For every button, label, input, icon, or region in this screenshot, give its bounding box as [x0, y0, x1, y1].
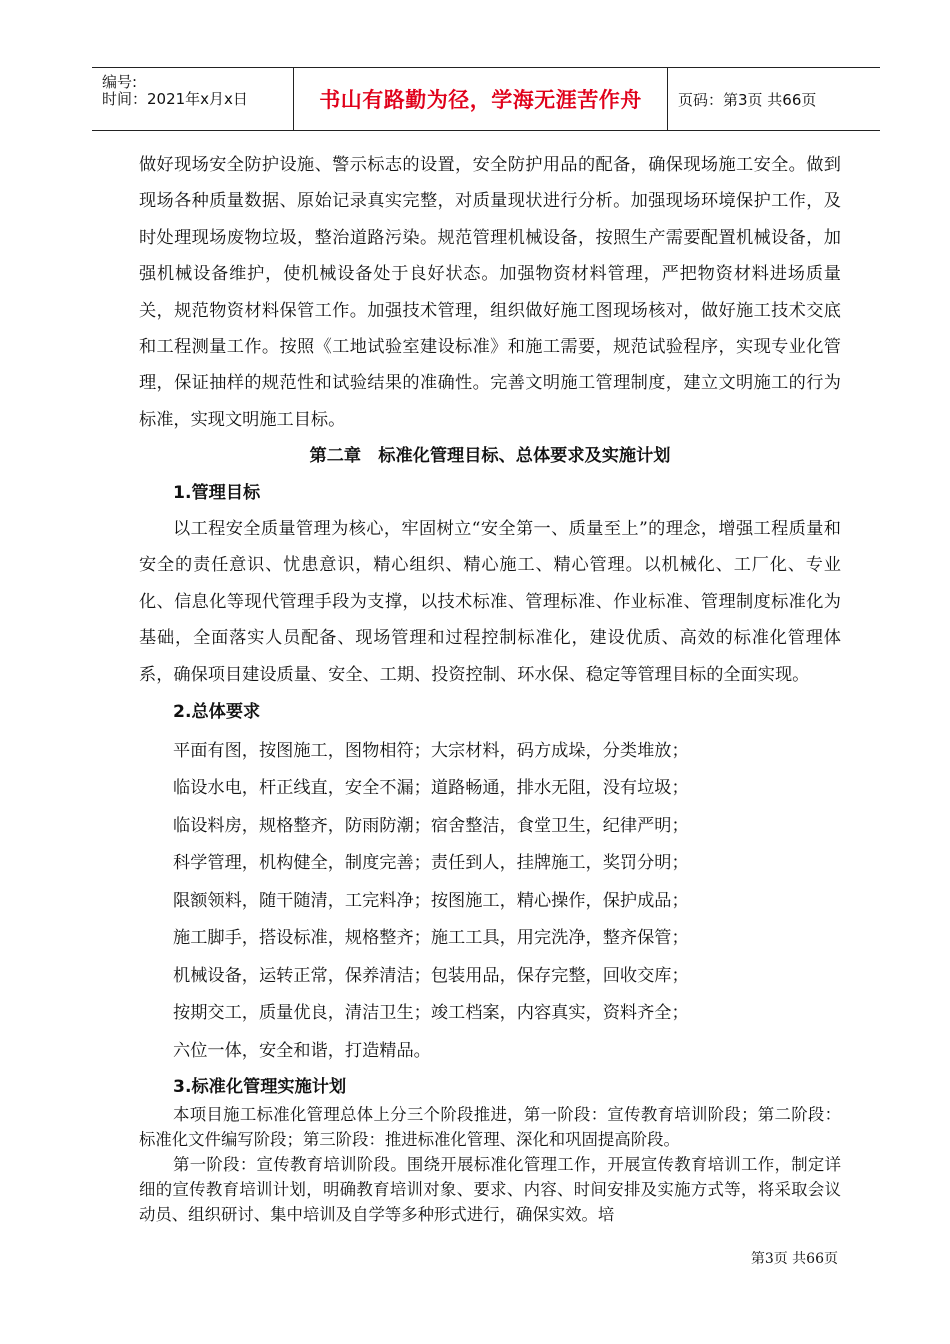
- requirement-line: 科学管理，机构健全，制度完善；责任到人，挂牌施工，奖罚分明；: [173, 853, 689, 873]
- chapter-title: 第二章 标准化管理目标、总体要求及实施计划: [309, 446, 671, 467]
- section-1-title: 1.管理目标: [173, 482, 261, 503]
- page-header: [92, 67, 880, 131]
- document-number-label: 编号:: [102, 73, 138, 91]
- requirement-line: 临设水电，杆正线直，安全不漏；道路畅通，排水无阻，没有垃圾；: [173, 778, 689, 798]
- body-paragraph-1: 做好现场安全防护设施、警示标志的设置，安全防护用品的配备，确保现场施工安全。做到现场各种质量数据、原始记录真实完整，对质量现状进行分析。加强现场环境保护工作，及时处理现场废物垃圾，整治道路污染。规范管理机械设备，按照生产需要配置机械设备，加强机械设备维护，使机械设备处于良好状态。加强物资材料管理，严把物资材料进场质量关，规范物资材料保管工作。加强技术管理，组织做好施工图现场核对，做好施工技术交底和工程测量工作。按照《工地试验室建设标准》和施工需要，规范试验程序，实现专业化管理，保证抽样的规范性和试验结果的准确性。完善文明施工管理制度，建立文明施工的行为标准，实现文明施工目标。: [139, 155, 841, 430]
- section-2-title: 2.总体要求: [173, 702, 261, 723]
- section-3-title: 3.标准化管理实施计划: [173, 1077, 347, 1097]
- section-1-text: 以工程安全质量管理为核心，牢固树立“安全第一、质量至上”的理念，增强工程质量和安全的责任意识、忧患意识，精心组织、精心施工、精心管理。以机械化、工厂化、专业化、信息化等现代管理手段为支撑，以技术标准、管理标准、作业标准、管理制度标准化为基础，全面落实人员配备、现场管理和过程控制标准化，建设优质、高效的标准化管理体系，确保项目建设质量、安全、工期、投资控制、环水保、稳定等管理目标的全面实现。: [139, 519, 841, 685]
- requirement-line: 临设料房，规格整齐，防雨防潮；宿舍整洁，食堂卫生，纪律严明；: [173, 815, 689, 836]
- header-motto: 书山有路勤为径，学海无涯苦作舟: [294, 68, 668, 130]
- document-time-label: 时间：2021年x月x日: [102, 90, 248, 108]
- requirement-line: 机械设备，运转正常，保养清洁；包装用品，保存完整，回收交库；: [173, 965, 689, 986]
- section-3-paragraph-1: 本项目施工标准化管理总体上分三个阶段推进，第一阶段：宣传教育培训阶段；第二阶段：标准化文件编写阶段；第三阶段：推进标准化管理、深化和巩固提高阶段。: [139, 1105, 841, 1149]
- document-body: [139, 147, 841, 1227]
- requirement-line: 六位一体，安全和谐，打造精品。: [173, 1040, 431, 1061]
- requirement-line: 限额领料，随干随清，工完料净；按图施工，精心操作，保护成品；: [173, 890, 689, 911]
- requirement-line: 施工脚手，搭设标准，规格整齐；施工工具，用完洗净，整齐保管；: [173, 928, 689, 948]
- requirements-list: [139, 733, 841, 1071]
- header-page-number: 页码：第3页 共66页: [678, 90, 817, 109]
- page-footer-number: 第3页 共66页: [750, 1251, 838, 1267]
- requirement-line: 按期交工，质量优良，清洁卫生；竣工档案，内容真实，资料齐全；: [173, 1003, 689, 1023]
- requirement-line: 平面有图，按图施工，图物相符；大宗材料，码方成垛，分类堆放；: [173, 740, 689, 761]
- header-info-cell: [92, 68, 294, 130]
- section-3-paragraph-2: 第一阶段：宣传教育培训阶段。围绕开展标准化管理工作，开展宣传教育培训工作，制定详细的宣传教育培训计划，明确教育培训对象、要求、内容、时间安排及实施方式等，将采取会议动员、组织研讨、集中培训及自学等多种形式进行，确保实效。培: [139, 1155, 841, 1224]
